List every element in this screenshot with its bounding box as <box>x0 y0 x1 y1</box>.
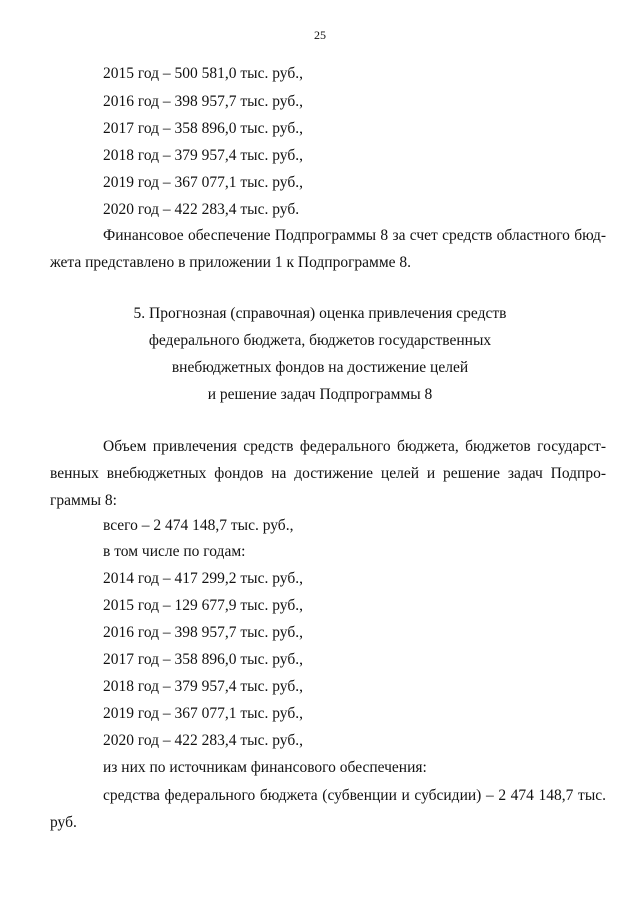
financing-paragraph-line: жета представлено в приложении 1 к Подпрограмме 8. <box>50 254 412 271</box>
federal-funds-line: средства федерального бюджета (субвенции и субсидии) – 2 474 148,7 тыс. <box>103 787 606 804</box>
sources-label: из них по источникам финансового обеспечения: <box>103 759 427 776</box>
volume-paragraph-line: Объем привлечения средств федерального бюджета, бюджетов государст- <box>103 438 606 455</box>
by-years-label: в том числе по годам: <box>103 543 246 560</box>
year-line: 2019 год – 367 077,1 тыс. руб., <box>103 705 303 722</box>
year-line: 2020 год – 422 283,4 тыс. руб. <box>103 201 300 218</box>
year-line: 2016 год – 398 957,7 тыс. руб., <box>103 624 303 641</box>
section-heading-line: внебюджетных фондов на достижение целей <box>171 359 469 376</box>
section-heading-line: федерального бюджета, бюджетов государственных <box>148 332 492 349</box>
year-line: 2015 год – 500 581,0 тыс. руб., <box>103 65 303 82</box>
year-line: 2019 год – 367 077,1 тыс. руб., <box>103 174 303 191</box>
year-line: 2017 год – 358 896,0 тыс. руб., <box>103 120 303 137</box>
section-heading-line: и решение задач Подпрограммы 8 <box>207 386 433 403</box>
financing-paragraph-line: Финансовое обеспечение Подпрограммы 8 за счет средств областного бюд- <box>103 227 606 244</box>
year-line: 2016 год – 398 957,7 тыс. руб., <box>103 93 303 110</box>
year-line: 2018 год – 379 957,4 тыс. руб., <box>103 147 303 164</box>
volume-paragraph-line: граммы 8: <box>50 492 117 509</box>
year-line: 2018 год – 379 957,4 тыс. руб., <box>103 678 303 695</box>
volume-paragraph-line: венных внебюджетных фондов на достижение целей и решение задач Подпро- <box>50 465 606 482</box>
year-line: 2017 год – 358 896,0 тыс. руб., <box>103 651 303 668</box>
section-heading-line: 5. Прогнозная (справочная) оценка привлечения средств <box>133 305 507 322</box>
page-number: 25 <box>314 28 326 42</box>
total-line: всего – 2 474 148,7 тыс. руб., <box>103 517 294 534</box>
year-line: 2015 год – 129 677,9 тыс. руб., <box>103 597 303 614</box>
year-line: 2020 год – 422 283,4 тыс. руб., <box>103 732 303 749</box>
federal-funds-line: руб. <box>50 814 77 831</box>
year-line: 2014 год – 417 299,2 тыс. руб., <box>103 570 303 587</box>
